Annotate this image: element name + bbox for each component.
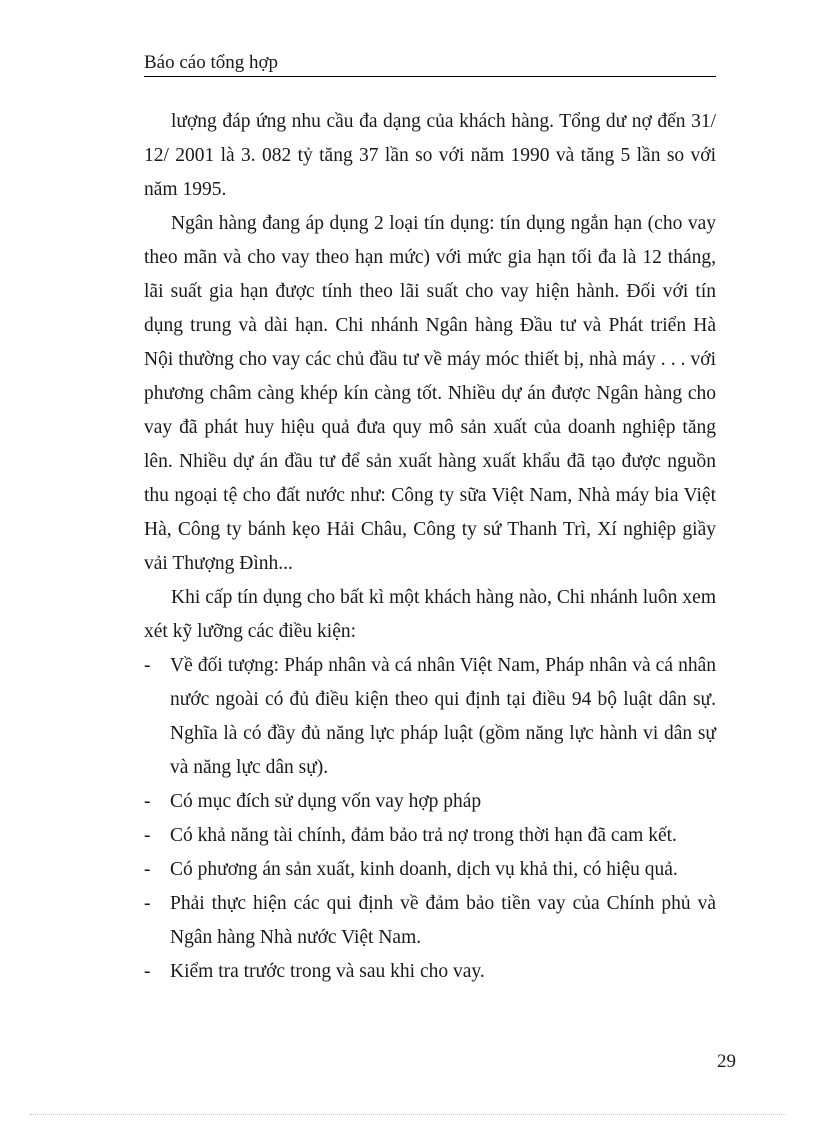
list-dash: - — [144, 961, 151, 982]
list-item-text: Về đối tượng: Pháp nhân và cá nhân Việt Nam, Pháp nhân và cá nhân nước ngoài có đủ điều kiện theo qui định tại điều 94 bộ luật dân sự. Nghĩa là có đầy đủ năng lực pháp luật (gồm năng lực hành vi dân sự và năng lực dân sự). — [170, 655, 716, 778]
conditions-list — [144, 649, 716, 989]
list-item-text: Có mục đích sử dụng vốn vay hợp pháp — [170, 791, 482, 812]
page-number: 29 — [717, 1051, 736, 1072]
list-item — [144, 819, 716, 853]
document-body — [144, 105, 716, 989]
list-dash: - — [144, 655, 151, 676]
list-item — [144, 955, 716, 989]
list-dash: - — [144, 859, 151, 880]
list-dash: - — [144, 893, 151, 914]
list-item — [144, 887, 716, 955]
list-dash: - — [144, 825, 151, 846]
paragraph-conditions-intro: Khi cấp tín dụng cho bất kì một khách hàng nào, Chi nhánh luôn xem xét kỹ lưỡng các điều kiện: — [144, 587, 716, 642]
list-item-text: Có phương án sản xuất, kinh doanh, dịch vụ khả thi, có hiệu quả. — [170, 859, 678, 880]
page-bottom-divider — [30, 1114, 786, 1115]
list-item-text: Phải thực hiện các qui định về đảm bảo tiền vay của Chính phủ và Ngân hàng Nhà nước Việt Nam. — [170, 893, 716, 948]
list-item-text: Kiểm tra trước trong và sau khi cho vay. — [170, 961, 485, 982]
header-title: Báo cáo tổng hợp — [144, 52, 279, 73]
page-header — [144, 52, 716, 77]
paragraph-credit-types: Ngân hàng đang áp dụng 2 loại tín dụng: tín dụng ngắn hạn (cho vay theo mãn và cho vay theo hạn mức) với mức gia hạn tối đa là 12 tháng, lãi suất gia hạn được tính theo lãi suất cho vay hiện hành. Đối với tín dụng trung và dài hạn. Chi nhánh Ngân hàng Đầu tư và Phát triển Hà Nội thường cho vay các chủ đầu tư về máy móc thiết bị, nhà máy . . . với phương châm càng khép kín càng tốt. Nhiều dự án được Ngân hàng cho vay đã phát huy hiệu quả đưa quy mô sản xuất của doanh nghiệp tăng lên. Nhiều dự án đầu tư để sản xuất hàng xuất khẩu đã tạo được nguồn thu ngoại tệ cho đất nước như: Công ty sữa Việt Nam, Nhà máy bia Việt Hà, Công ty bánh kẹo Hải Châu, Công ty sứ Thanh Trì, Xí nghiệp giầy vải Thượng Đình... — [144, 213, 716, 574]
list-item — [144, 785, 716, 819]
list-item — [144, 853, 716, 887]
list-dash: - — [144, 791, 151, 812]
list-item-text: Có khả năng tài chính, đảm bảo trả nợ trong thời hạn đã cam kết. — [170, 825, 677, 846]
paragraph-continuation: lượng đáp ứng nhu cầu đa dạng của khách hàng. Tổng dư nợ đến 31/ 12/ 2001 là 3. 082 tỷ tăng 37 lần so với năm 1990 và tăng 5 lần so với năm 1995. — [144, 111, 716, 200]
list-item — [144, 649, 716, 785]
